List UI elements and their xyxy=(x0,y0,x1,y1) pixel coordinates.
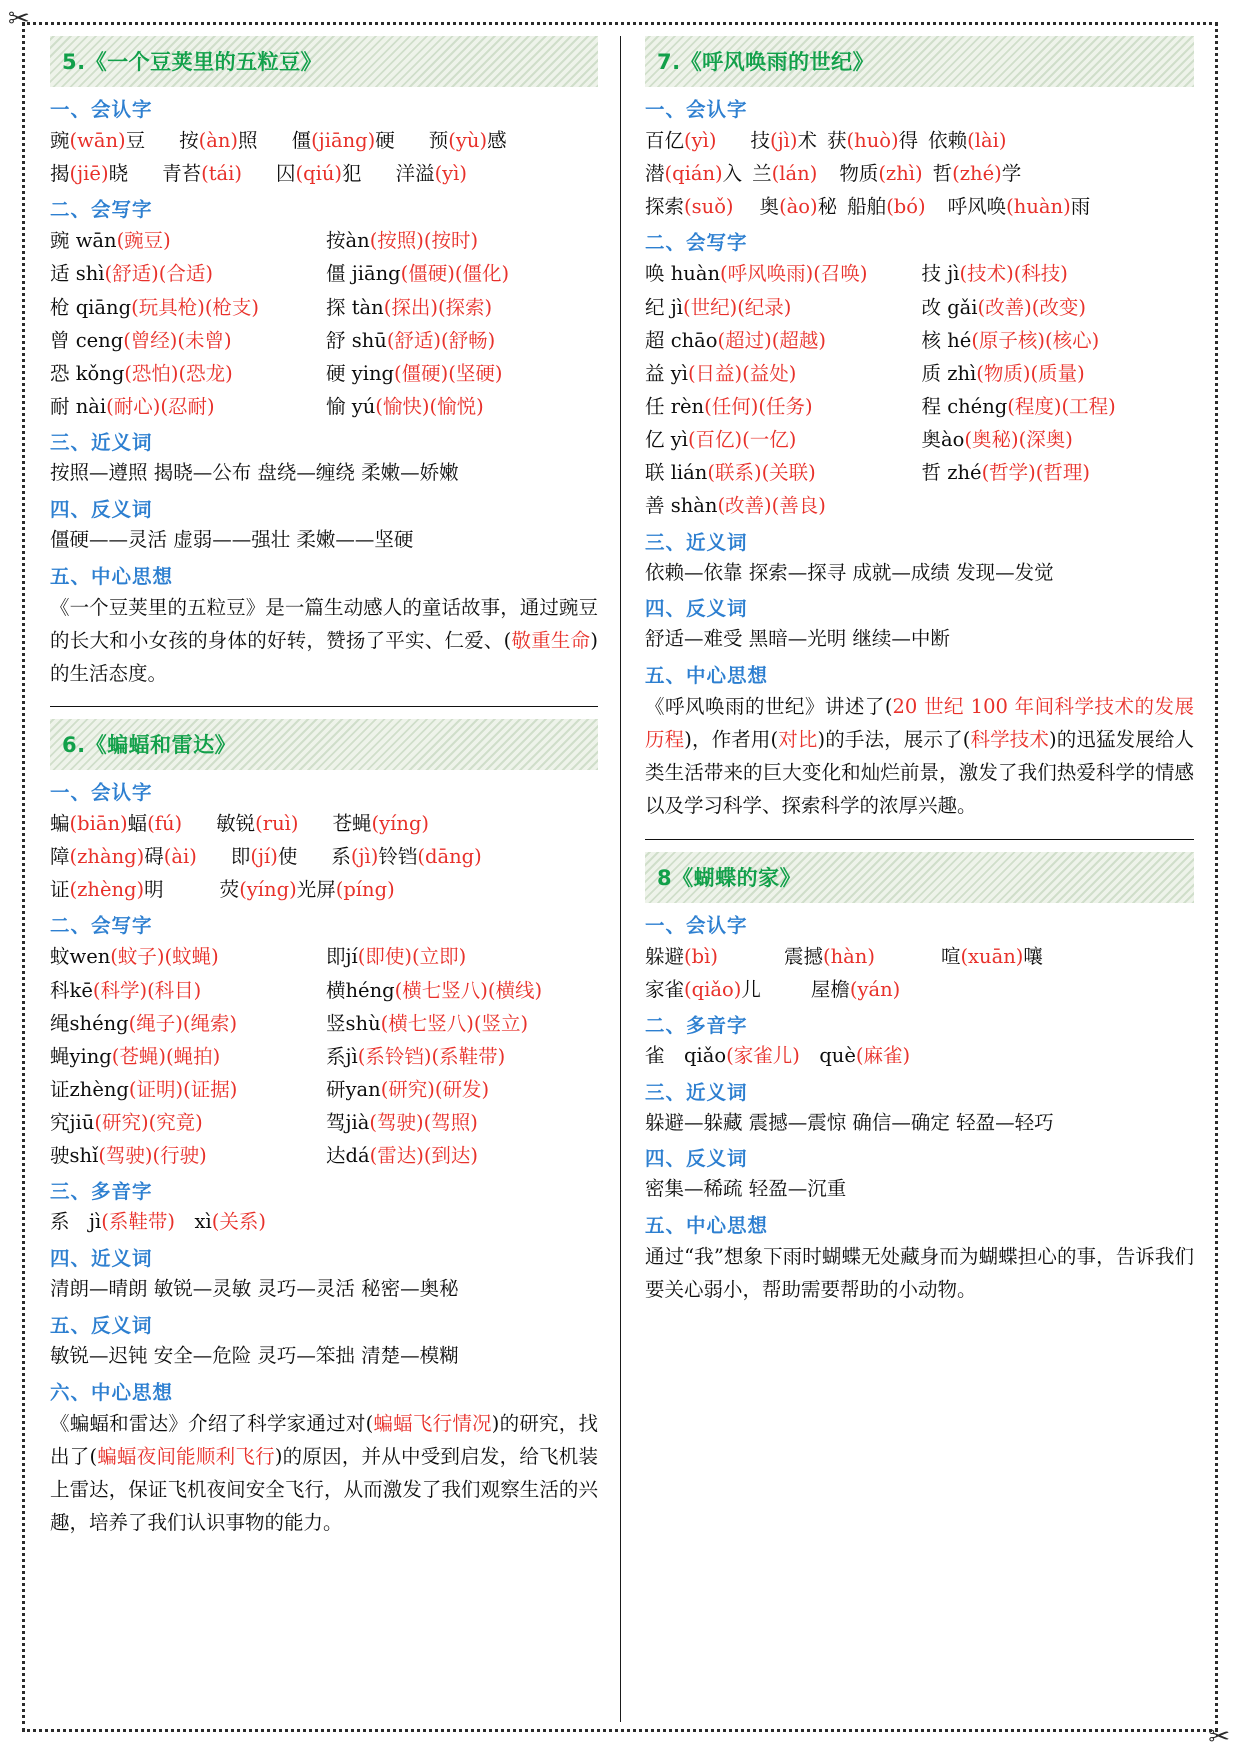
write-item: 任 rèn(任何)(任务) xyxy=(645,394,813,418)
lesson-6-subheading-antonyms: 五、反义词 xyxy=(50,1313,153,1337)
write-item: 程 chéng(程度)(工程) xyxy=(921,394,1116,418)
word-item: 技(jì)术 xyxy=(750,129,818,152)
word-item: 依赖(lài) xyxy=(928,129,1007,152)
write-item: 按àn(按照)(按时) xyxy=(326,229,479,253)
lesson-8-subheading-recognize: 一、会认字 xyxy=(645,913,748,937)
word-item: 僵(jiāng)硬 xyxy=(291,129,395,152)
write-item: 恐 kǒng(恐怕)(恐龙) xyxy=(50,361,233,385)
lesson-7-recognize-row xyxy=(645,124,1194,157)
word-item: 苍蝇(yíng) xyxy=(332,812,430,836)
word-item: 屋檐(yán) xyxy=(810,977,901,1001)
write-item: 证zhèng(证明)(证据) xyxy=(50,1078,238,1102)
write-item: 达dá(雷达)(到达) xyxy=(326,1144,479,1168)
write-item: 亿 yì(百亿)(一亿) xyxy=(645,428,797,452)
lesson-8-subheading-antonyms: 四、反义词 xyxy=(645,1147,748,1171)
lesson-7-synonyms: 依赖—依靠 探索—探寻 成就—成绩 发现—发觉 xyxy=(645,560,1054,584)
lesson-8-subheading-synonyms: 三、近义词 xyxy=(645,1080,748,1104)
lesson-8-subheading-main-idea: 五、中心思想 xyxy=(645,1214,769,1238)
word-item: 船舶(bó) xyxy=(847,195,926,219)
lesson-7-recognize-row xyxy=(645,190,1194,223)
lesson-6-title-bar xyxy=(50,719,598,770)
lesson-5-synonyms: 按照—遵照 揭晓—公布 盘绕—缠绕 柔嫩—娇嫩 xyxy=(50,461,459,485)
word-item: 按(àn)照 xyxy=(179,129,258,152)
word-item: 物质(zhì) xyxy=(839,162,923,186)
left-column xyxy=(36,36,620,1722)
word-item: 系(jì)铃铛(dāng) xyxy=(331,845,482,869)
write-item: 联 lián(联系)(关联) xyxy=(645,461,816,485)
lesson-8-recognize-row xyxy=(645,940,1194,973)
word-item: 荧(yíng)光屏(píng) xyxy=(219,878,395,902)
write-item: 蝇ying(苍蝇)(蝇拍) xyxy=(50,1044,221,1068)
lesson-8-subheading-polyphone: 二、多音字 xyxy=(645,1013,748,1037)
lesson-5-subheading-antonyms: 四、反义词 xyxy=(50,497,153,521)
lesson-8-polyphone: 雀 qiǎo(家雀儿) què(麻雀) xyxy=(645,1043,911,1067)
lesson-8-title-bar xyxy=(645,852,1194,903)
write-item: 愉 yú(愉快)(愉悦) xyxy=(326,394,484,418)
lesson-5-main-idea: 《一个豆荚里的五粒豆》是一篇生动感人的童话故事，通过豌豆的长大和小女孩的身体的好转，赞扬了平实、仁爱、(敬重生命)的生活态度。 xyxy=(50,595,598,685)
lesson-section-8 xyxy=(645,852,1194,1307)
write-item: 驾jià(驾驶)(驾照) xyxy=(326,1111,478,1135)
lesson-section-5 xyxy=(50,36,598,690)
word-item: 豌(wān)豆 xyxy=(50,129,146,152)
word-item: 囚(qiú)犯 xyxy=(276,162,362,186)
lesson-7-subheading-main-idea: 五、中心思想 xyxy=(645,664,769,688)
write-item: 即jí(即使)(立即) xyxy=(326,945,467,969)
lesson-7-title-bar xyxy=(645,36,1194,87)
write-item: 舒 shū(舒适)(舒畅) xyxy=(326,328,496,352)
word-item: 震撼(hàn) xyxy=(783,944,875,968)
write-item: 质 zhì(物质)(质量) xyxy=(921,361,1085,385)
word-item: 揭(jiē)晓 xyxy=(50,162,129,186)
lesson-7-subheading-recognize: 一、会认字 xyxy=(645,98,748,121)
write-item: 唤 huàn(呼风唤雨)(召唤) xyxy=(645,262,868,286)
lesson-5-title: 5.《一个豆荚里的五粒豆》 xyxy=(62,50,323,74)
lesson-5-recognize-row xyxy=(50,157,598,190)
word-item: 获(huò)得 xyxy=(827,129,919,152)
lesson-8-main-idea: 通过“我”想象下雨时蝴蝶无处藏身而为蝴蝶担心的事，告诉我们要关心弱小，帮助需要帮助的小动物。 xyxy=(645,1245,1194,1302)
write-item: 探 tàn(探出)(探索) xyxy=(326,295,493,319)
write-item: 纪 jì(世纪)(纪录) xyxy=(645,295,792,319)
write-item: 适 shì(舒适)(合适) xyxy=(50,262,213,286)
word-item: 家雀(qiǎo)儿 xyxy=(645,977,761,1001)
lesson-7-write-grid xyxy=(645,257,1194,522)
lesson-6-subheading-synonyms: 四、近义词 xyxy=(50,1247,153,1271)
write-item: 核 hé(原子核)(核心) xyxy=(921,328,1100,352)
write-item: 耐 nài(耐心)(忍耐) xyxy=(50,394,215,418)
lesson-6-subheading-recognize: 一、会认字 xyxy=(50,781,153,805)
write-item: 枪 qiāng(玩具枪)(枪支) xyxy=(50,295,260,319)
write-item-empty xyxy=(922,489,1195,522)
write-item: 哲 zhé(哲学)(哲理) xyxy=(921,461,1091,485)
write-item: 系jì(系铃铛)(系鞋带) xyxy=(326,1044,506,1068)
lesson-6-subheading-main-idea: 六、中心思想 xyxy=(50,1380,174,1404)
lesson-6-title: 6.《蝙蝠和雷达》 xyxy=(62,733,237,758)
lesson-7-title: 7.《呼风唤雨的世纪》 xyxy=(657,50,875,74)
write-item: 研yan(研究)(研发) xyxy=(326,1078,490,1102)
scissors-icon-bottom-right: ✂ xyxy=(1208,1722,1230,1752)
write-item: 驶shǐ(驾驶)(行驶) xyxy=(50,1144,207,1168)
lesson-6-subheading-write: 二、会写字 xyxy=(50,914,153,938)
word-item: 躲避(bì) xyxy=(645,944,718,968)
scissors-icon-top-left: ✂ xyxy=(8,4,30,34)
write-item: 硬 ying(僵硬)(坚硬) xyxy=(326,361,503,385)
lesson-7-subheading-write: 二、会写字 xyxy=(645,231,748,255)
lesson-8-recognize-row xyxy=(645,973,1194,1006)
write-item: 横héng(横七竖八)(横线) xyxy=(326,978,543,1002)
lesson-6-synonyms: 清朗—晴朗 敏锐—灵敏 灵巧—灵活 秘密—奥秘 xyxy=(50,1277,459,1301)
lesson-8-synonyms: 躲避—躲藏 震撼—震惊 确信—确定 轻盈—轻巧 xyxy=(645,1110,1054,1134)
lesson-6-recognize-row xyxy=(50,873,598,906)
word-item: 喧(xuān)嚷 xyxy=(940,944,1043,968)
write-item: 竖shù(横七竖八)(竖立) xyxy=(326,1011,529,1035)
word-item: 即(jí)使 xyxy=(230,845,298,869)
write-item: 超 chāo(超过)(超越) xyxy=(645,328,826,352)
word-item: 洋溢(yì) xyxy=(395,162,468,186)
lesson-7-main-idea: 《呼风唤雨的世纪》讲述了(20 世纪 100 年间科学技术的发展历程)，作者用(对比)的手法，展示了(科学技术)的迅猛发展给人类生活带来的巨大变化和灿烂前景，激发了我们热爱科学的情感以及学习科学、探索科学的浓厚兴趣。 xyxy=(645,695,1194,818)
write-item: 绳shéng(绳子)(绳索) xyxy=(50,1011,238,1035)
write-item: 益 yì(日益)(益处) xyxy=(645,361,797,385)
word-item: 障(zhàng)碍(ài) xyxy=(50,845,197,869)
lesson-7-antonyms: 舒适—难受 黑暗—光明 继续—中断 xyxy=(645,627,950,651)
write-item: 善 shàn(改善)(善良) xyxy=(645,494,826,518)
lesson-section-6 xyxy=(50,719,598,1539)
write-item: 僵 jiāng(僵硬)(僵化) xyxy=(326,262,510,286)
word-item: 证(zhèng)明 xyxy=(50,878,164,902)
word-item: 敏锐(ruì) xyxy=(216,812,299,836)
page-content xyxy=(36,36,1204,1722)
write-item: 改 gǎi(改善)(改变) xyxy=(921,295,1086,319)
write-item: 科kē(科学)(科目) xyxy=(50,978,202,1002)
lesson-6-main-idea: 《蝙蝠和雷达》介绍了科学家通过对(蝙蝠飞行情况)的研究，找出了(蝙蝠夜间能顺利飞行)的原因，并从中受到启发，给飞机装上雷达，保证飞机夜间安全飞行，从而激发了我们观察生活的兴趣，培养了我们认识事物的能力。 xyxy=(50,1411,599,1535)
lesson-5-subheading-recognize: 一、会认字 xyxy=(50,98,153,121)
word-item: 呼风唤(huàn)雨 xyxy=(947,195,1091,219)
word-item: 哲(zhé)学 xyxy=(932,162,1022,186)
write-item: 曾 ceng(曾经)(未曾) xyxy=(50,328,232,352)
word-item: 百亿(yì) xyxy=(645,129,717,152)
lesson-6-recognize-row xyxy=(50,840,598,873)
word-item: 预(yù)感 xyxy=(428,129,507,152)
lesson-section-7 xyxy=(645,36,1194,823)
write-item: 究jiū(研究)(究竟) xyxy=(50,1111,203,1135)
lesson-7-recognize-row xyxy=(645,157,1194,190)
lesson-5-subheading-main-idea: 五、中心思想 xyxy=(50,564,174,588)
word-item: 青苔(tái) xyxy=(162,162,243,186)
lesson-5-recognize-row xyxy=(50,124,598,157)
word-item: 蝙(biān)蝠(fú) xyxy=(50,812,183,836)
write-item: 豌 wān(豌豆) xyxy=(50,229,171,253)
word-item: 奥(ào)秘 xyxy=(759,195,838,219)
lesson-5-title-bar xyxy=(50,36,598,87)
right-column xyxy=(620,36,1204,1722)
write-item: 技 jì(技术)(科技) xyxy=(921,262,1068,286)
section-divider xyxy=(50,706,598,707)
lesson-8-antonyms: 密集—稀疏 轻盈—沉重 xyxy=(645,1177,847,1201)
lesson-7-subheading-antonyms: 四、反义词 xyxy=(645,597,748,621)
lesson-5-antonyms: 僵硬——灵活 虚弱——强壮 柔嫩——坚硬 xyxy=(50,527,414,551)
section-divider xyxy=(645,839,1194,840)
word-item: 潜(qián)入 xyxy=(645,162,743,186)
lesson-8-title: 8《蝴蝶的家》 xyxy=(657,865,802,890)
lesson-5-subheading-synonyms: 三、近义词 xyxy=(50,431,153,455)
word-item: 兰(lán) xyxy=(752,162,818,186)
write-item: 蚊wen(蚊子)(蚊蝇) xyxy=(50,945,219,969)
lesson-5-subheading-write: 二、会写字 xyxy=(50,198,153,222)
lesson-6-subheading-polyphone: 三、多音字 xyxy=(50,1180,153,1204)
lesson-6-polyphone: 系 jì(系鞋带) xì(关系) xyxy=(50,1210,266,1234)
lesson-5-write-grid xyxy=(50,224,598,423)
lesson-6-recognize-row xyxy=(50,807,598,840)
lesson-6-write-grid xyxy=(50,940,598,1172)
lesson-7-subheading-synonyms: 三、近义词 xyxy=(645,530,748,554)
word-item: 探索(suǒ) xyxy=(645,195,734,219)
lesson-6-antonyms: 敏锐—迟钝 安全—危险 灵巧—笨拙 清楚—模糊 xyxy=(50,1343,459,1367)
write-item: 奥ào(奥秘)(深奥) xyxy=(921,428,1073,452)
